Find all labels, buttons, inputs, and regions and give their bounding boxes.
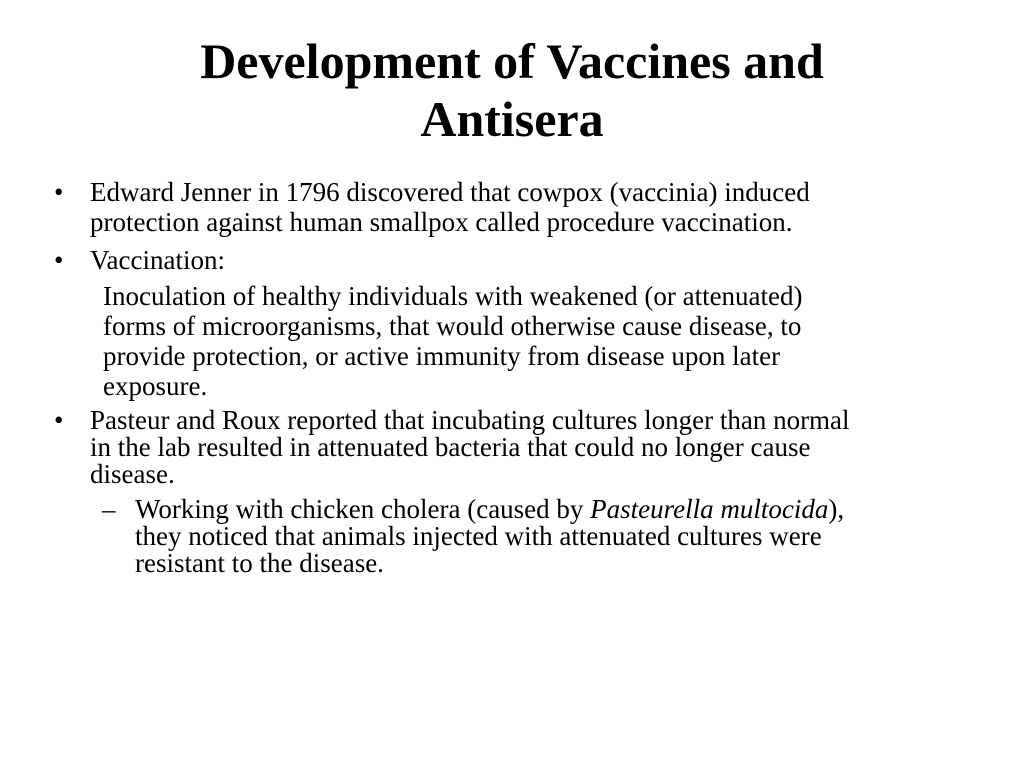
bullet-pasteur-text: Pasteur and Roux reported that incubating cultures longer than normal in the lab resulted in attenuated bacteria that could no longer cause disease. <box>90 405 850 489</box>
bullet-marker: • <box>54 245 64 275</box>
bullet-vaccination-text: Vaccination: <box>90 245 225 275</box>
sub-bullet-chicken-cholera <box>50 496 850 577</box>
bullet-pasteur <box>50 407 850 488</box>
bullet-marker: • <box>54 177 64 207</box>
species-name: Pasteurella multocida <box>590 494 829 524</box>
bullet-marker: • <box>54 405 64 435</box>
bullet-vaccination <box>50 245 850 275</box>
slide-title-line-1: Development of Vaccines and <box>200 33 824 89</box>
bullet-jenner <box>50 177 850 237</box>
sub-bullet-text-before: Working with chicken cholera (caused by <box>135 494 591 524</box>
slide-title <box>100 32 924 148</box>
bullet-jenner-text: Edward Jenner in 1796 discovered that cowpox (vaccinia) induced protection against human smallpox called procedure vaccination. <box>90 177 810 237</box>
dash-marker: – <box>102 494 116 524</box>
sub-bullet-text-after: ), they noticed that animals injected with attenuated cultures were resistant to the disease. <box>135 494 845 578</box>
slide-title-line-2: Antisera <box>420 91 604 147</box>
slide-body <box>50 177 850 577</box>
vaccination-definition: Inoculation of healthy individuals with weakened (or attenuated) forms of microorganisms, that would otherwise cause disease, to provide protection, or active immunity from disease upon later exposure. <box>103 281 803 401</box>
